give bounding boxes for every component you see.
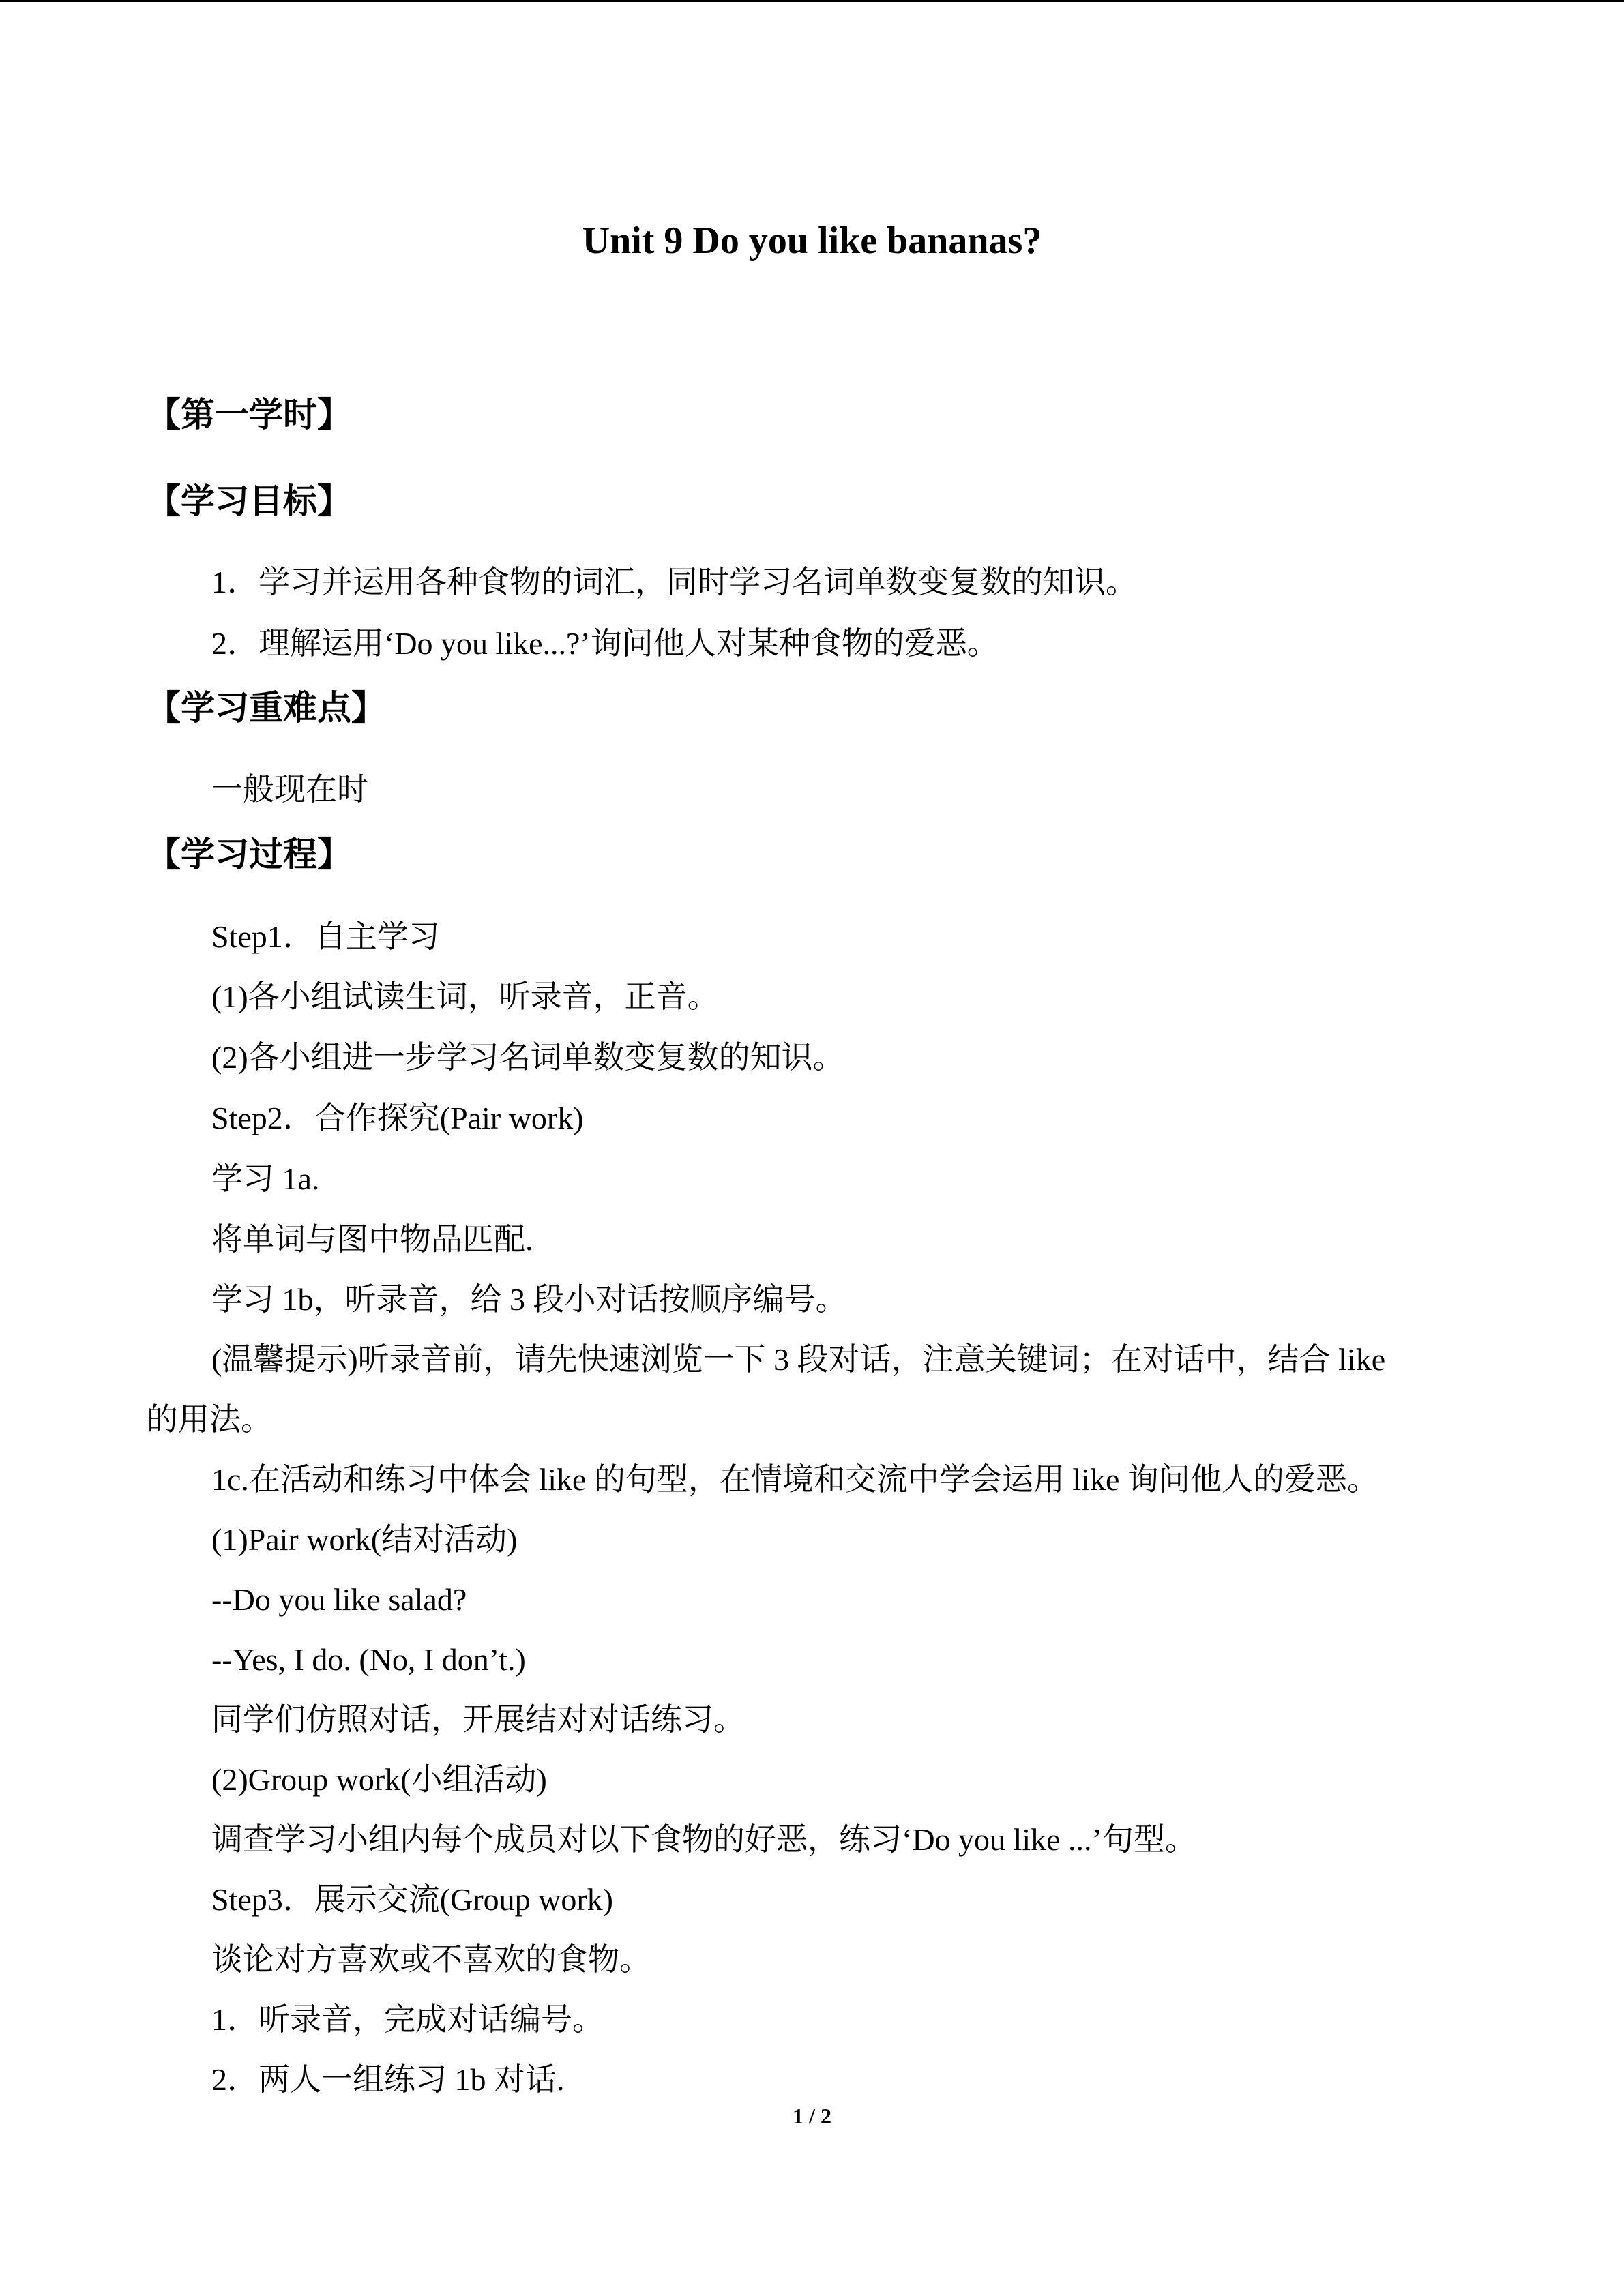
process-line: (2)Group work(小组活动)	[211, 1762, 547, 1797]
process-line: 的用法。	[147, 1402, 272, 1437]
process-line: 2．两人一组练习 1b 对话.	[211, 2062, 565, 2097]
process-line: (1)各小组试读生词，听录音，正音。	[211, 979, 719, 1014]
process-line: Step3．展示交流(Group work)	[211, 1882, 613, 1917]
process-line: (温馨提示)听录音前，请先快速浏览一下 3 段对话，注意关键词；在对话中，结合 like	[211, 1342, 1386, 1377]
section-heading-lesson: 【第一学时】	[147, 395, 351, 434]
section-heading-objectives: 【学习目标】	[147, 481, 351, 521]
document-title: Unit 9 Do you like bananas?	[582, 220, 1042, 262]
process-line: 调查学习小组内每个成员对以下食物的好恶，练习‘Do you like ...’句型。	[211, 1822, 1196, 1857]
section-heading-process: 【学习过程】	[147, 835, 351, 874]
process-line: --Yes, I do. (No, I don’t.)	[211, 1642, 526, 1677]
process-line: 谈论对方喜欢或不喜欢的食物。	[211, 1942, 651, 1977]
process-line: (1)Pair work(结对活动)	[211, 1522, 518, 1557]
page-number: 1 / 2	[793, 2104, 831, 2128]
key-point-item: 一般现在时	[211, 772, 368, 807]
process-line: (2)各小组进一步学习名词单数变复数的知识。	[211, 1040, 844, 1075]
objective-item: 1．学习并运用各种食物的词汇，同时学习名词单数变复数的知识。	[211, 565, 1137, 599]
process-line: Step2．合作探究(Pair work)	[211, 1101, 584, 1135]
section-heading-key-points: 【学习重难点】	[147, 688, 385, 728]
process-line: 将单词与图中物品匹配.	[211, 1222, 533, 1257]
process-line: 学习 1b，听录音，给 3 段小对话按顺序编号。	[211, 1282, 847, 1317]
process-line: --Do you like salad?	[211, 1582, 467, 1617]
process-line: 1．听录音，完成对话编号。	[211, 2002, 604, 2037]
process-line: 学习 1a.	[211, 1161, 320, 1196]
process-line: 同学们仿照对话，开展结对对话练习。	[211, 1702, 745, 1737]
objective-item: 2．理解运用‘Do you like...?’询问他人对某种食物的爱恶。	[211, 626, 999, 661]
process-line: 1c.在活动和练习中体会 like 的句型，在情境和交流中学会运用 like 询问他人的爱恶。	[211, 1462, 1378, 1497]
process-line: Step1．自主学习	[211, 919, 440, 954]
